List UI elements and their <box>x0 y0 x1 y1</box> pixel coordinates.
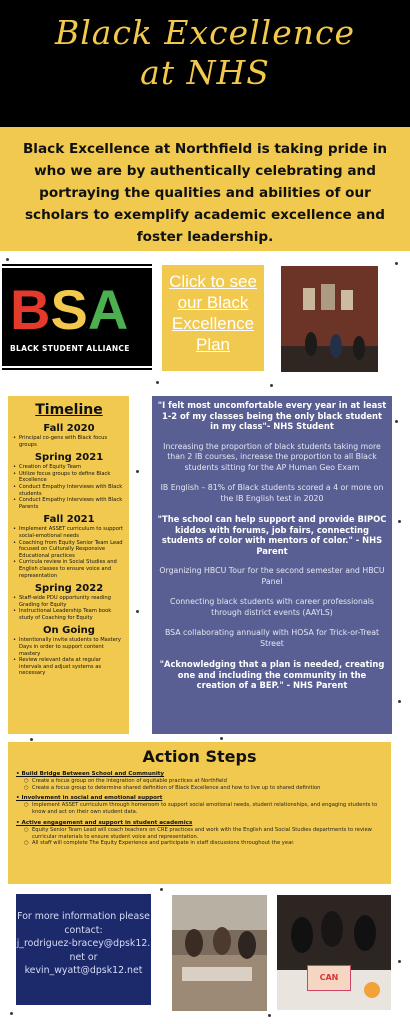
parent-quote-plan: "Acknowledging that a plan is needed, creating one and including the community in the creation of a BEP." - NHS Parent <box>159 659 385 690</box>
timeline-item: • Review relevant data at regular intervals and adjust systems as necessary <box>13 657 125 677</box>
timeline-item: • Creation of Equity Team <box>13 464 125 471</box>
action-step <box>16 820 383 847</box>
action-step-detail: ○ Create a focus group to determine shared definition of Black Excellence and how to live up to shared definition <box>16 785 383 792</box>
bsa-logo <box>2 262 152 372</box>
timeline-item: • Implement ASSET curriculum to support social-emotional needs <box>13 526 125 539</box>
event-booth-photo-art <box>277 895 391 1010</box>
timeline-heading: Spring 2021 <box>34 452 104 464</box>
bsa-letter-s: S <box>50 278 88 341</box>
timeline-section <box>13 582 125 621</box>
timeline-item: • Principal co-gens with Black focus groups <box>13 435 125 448</box>
goal-ib-english: IB English – 81% of Black students scored a 4 or more on the IB English test in 2020 <box>160 483 384 503</box>
action-step-heading: • Active engagement and support in student academics <box>16 820 383 827</box>
museum-photo <box>281 266 378 372</box>
timeline-heading: Fall 2020 <box>43 423 95 434</box>
action-step-heading: • Build Bridge Between School and Community <box>16 771 383 778</box>
goal-ib-courses: Increasing the proportion of black students taking more than 2 IB courses, increase the proportion to all Black students sitting for the AP Human Geo Exam <box>163 441 381 472</box>
bsa-letter-b: B <box>10 278 51 341</box>
timeline-section <box>13 451 125 510</box>
timeline-item: • Intentionally invite students to Mastery Days in order to support content mastery <box>13 637 125 657</box>
black-excellence-plan-link[interactable]: Click to see our Black Excellence Plan <box>162 265 264 371</box>
students-classroom-photo-art <box>172 895 267 1011</box>
action-step-heading: • Involvement in social and emotional support <box>16 795 383 802</box>
action-step <box>16 771 383 791</box>
event-booth-photo <box>277 895 391 1010</box>
page-title-line2: at NHS <box>140 53 270 92</box>
header-banner <box>0 0 410 127</box>
timeline-item: • Curricula review in Social Studies and English classes to ensure voice and representation <box>13 559 125 579</box>
goal-trick-or-treat: BSA collaborating annually with HOSA for Trick-or-Treat Street <box>164 628 380 648</box>
contact-box <box>16 894 151 1005</box>
students-classroom-photo <box>172 895 267 1011</box>
action-step <box>16 795 383 815</box>
action-step-detail: ○ Implement ASSET curriculum through homeroom to support social emotional needs, student relationships, and engaging students to know and act on their own student data. <box>16 802 383 815</box>
intro-text: Black Excellence at Northfield is taking pride in who we are by authentically celebrating and portraying the qualities and abilities of our scholars to exemplify academic excellence and foster leadership. <box>22 141 388 245</box>
timeline-heading: Spring 2022 <box>34 583 104 595</box>
timeline-item: • Conduct Empathy Interviews with Black Parents <box>13 497 125 510</box>
action-steps-panel <box>8 742 391 884</box>
action-step-detail: ○ Create a focus group on the integration of equitable practices at Northfield <box>16 778 383 785</box>
museum-photo-art <box>281 266 378 372</box>
event-sign: CAN <box>307 965 351 991</box>
contact-email-1[interactable]: j_rodriguez-bracey@dpsk12.net <box>16 938 151 963</box>
action-steps-title: Action Steps <box>142 747 257 766</box>
intro-banner <box>0 127 410 251</box>
contact-or: or <box>87 951 98 963</box>
bsa-letter-a: A <box>87 278 129 341</box>
page-title-line1: Black Excellence <box>54 13 356 52</box>
goal-career-professionals: Connecting black students with career professionals through district events (AAYLS) <box>170 597 374 617</box>
timeline-section <box>13 422 125 448</box>
parent-quote-support: "The school can help support and provide BIPOC kiddos with forums, job fairs, connecting students of color with mentors of color." - NHS Parent <box>157 514 387 556</box>
timeline-item: • Utilize focus groups to define Black Excellence <box>13 471 125 484</box>
timeline-heading: On Going <box>43 625 95 637</box>
contact-intro: For more information please contact: <box>17 911 150 936</box>
timeline-section <box>13 513 125 579</box>
student-quote: "I felt most uncomfortable every year in at least 1-2 of my classes being the only black student in my class"- NHS Student <box>157 400 387 431</box>
timeline-panel <box>8 396 129 734</box>
action-step-detail: ○ All staff will complete The Equity Experience and participate in staff discussions throughout the year. <box>16 840 383 847</box>
timeline-item: • Coaching from Equity Senior Team Lead focused on Culturally Responsive Educational practices <box>13 540 125 560</box>
goal-hbcu-tour: Organizing HBCU Tour for the second semester and HBCU Panel <box>159 566 385 586</box>
action-step-detail: ○ Equity Senior Team Lead will coach teachers on CRE practices and work with the English and Social Studies departments to review curricular materials to ensure student voice and representation. <box>16 827 383 840</box>
timeline-title: Timeline <box>35 402 103 418</box>
timeline-item: • Staff-wide PDU opportunity reading Grading for Equity <box>13 595 125 608</box>
timeline-heading: Fall 2021 <box>43 514 95 526</box>
timeline-item: • Instructional Leadership Team book study of Coaching for Equity <box>13 608 125 621</box>
bsa-subtitle: BLACK STUDENT ALLIANCE <box>10 344 130 353</box>
quotes-goals-panel <box>152 396 392 734</box>
bsa-letters <box>10 278 152 341</box>
timeline-item: • Conduct Empathy Interviews with Black students <box>13 484 125 497</box>
timeline-section <box>13 624 125 677</box>
contact-email-2[interactable]: kevin_wyatt@dpsk12.net <box>24 965 143 977</box>
